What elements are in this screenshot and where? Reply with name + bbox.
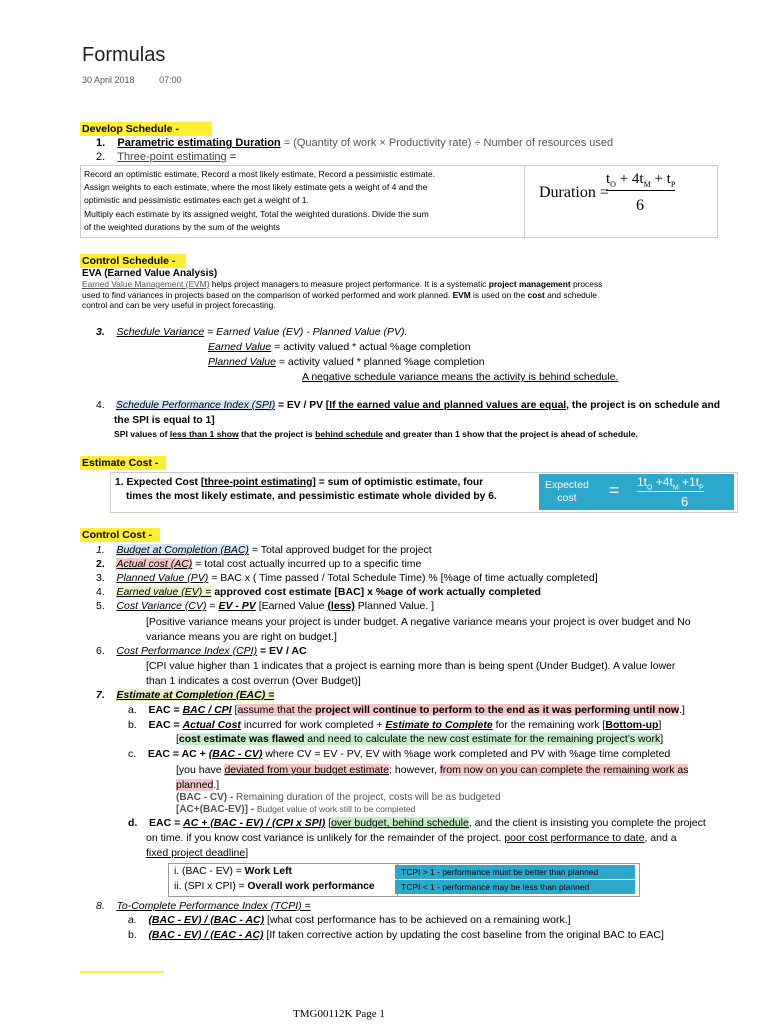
sv-note: A negative schedule variance means the activity is behind schedule. [302, 371, 619, 383]
page-time: 07:00 [159, 75, 182, 85]
earned-value-line: Earned Value = activity valued * actual %age completion [208, 341, 471, 353]
cost-item-pv: 3. Planned Value (PV) = BAC x ( Time passed / Total Schedule Time) % [%age of time actually completed] [96, 572, 598, 584]
cpi-note: [CPI value higher than 1 indicates that a project is earning more than is being spent (Under Budget). A value lower than 1 indicates a cost overrun (Over Budget)] [146, 660, 676, 687]
three-point-label: Three-point estimating [117, 151, 227, 163]
tcpi-greater-badge: TCPI > 1 - performance must be better than planned [395, 865, 635, 879]
schedule-variance-line: 3. Schedule Variance = Earned Value (EV) - Planned Value (PV). [96, 326, 408, 338]
estimate-cost-heading: Estimate Cost - [80, 456, 166, 470]
page-meta [82, 75, 204, 85]
tcpi-heading: 8. To-Complete Performance Index (TCPI) = [96, 900, 311, 912]
duration-formula-denominator: 6 [636, 197, 644, 214]
eac-b: b. EAC = Actual Cost incurred for work completed + Estimate to Complete for the remaining work [Bottom-up] [128, 719, 662, 731]
expected-cost-text: 1. Expected Cost [three-point estimating] = sum of optimistic estimate, four times the most likely estimate, and pessimistic estimate whole divided by 6. [115, 477, 497, 502]
spi-line: 4. Schedule Performance Index (SPI) = EV / PV [If the earned value and planned values are equal, the project is on schedule and [96, 400, 721, 411]
tcpi-b: b. (BAC - EV) / (EAC - AC) [If taken corrective action by updating the cost baseline from the original BAC to EAC] [128, 929, 664, 941]
eva-title: EVA (Earned Value Analysis) [82, 268, 218, 279]
expected-cost-box [110, 472, 738, 513]
eac-c-bac-cv: (BAC - CV) - Remaining duration of the project, costs will be as budgeted [176, 792, 501, 803]
three-point-line: 2. Three-point estimating = [96, 151, 237, 163]
eac-c-note: [you have deviated from your budget estimate; however, from now on you can complete the remaining work as planned.] [176, 764, 689, 791]
tcpi-less-badge: TCPI < 1 - performance may be less than planned [395, 880, 635, 894]
cost-item-ac: 2. Actual cost (AC) = total cost actually incurred up to a specific time [96, 558, 422, 570]
eac-d-note: on time. if you know cost variance is unlikely for the remainder of the project. poor cost performance to date, and a fixed project deadline] [146, 832, 677, 859]
three-point-description: Record an optimistic estimate, Record a most likely estimate, Record a pessimistic estimate. Assign weights to each estimate, where the most likely estimate gets a weight of 4 and the optimistic and pessimistic estimates each get a weight of 1. Multiply each estimate by its assigned weight, Total the weighted durations. Divide the sum of the weighted durations by the sum of the weights [81, 166, 525, 239]
three-point-box [80, 165, 718, 238]
cpi-line: 6. Cost Performance Index (CPI) = EV / AC [96, 645, 307, 657]
cost-variance-line: 5. Cost Variance (CV) = EV - PV [Earned Value (less) Planned Value. ] [96, 600, 435, 612]
eac-c-ac-bac-ev: [AC+(BAC-EV)] - Budget value of work still to be completed [176, 804, 416, 815]
expected-cost-numerator: $1t_O +4t_M +1t_P$ [637, 475, 704, 492]
page-date: 30 April 2018 [82, 75, 135, 85]
develop-schedule-heading: Develop Schedule - [80, 122, 212, 136]
eac-d: d. EAC = AC + (BAC - EV) / (CPI x SPI) [over budget, behind schedule, and the client is insisting you complete the project [128, 817, 706, 829]
cv-note: [Positive variance means your project is under budget. A negative variance means your project is over budget and No variance means you are right on budget.] [146, 616, 691, 643]
eac-c: c. EAC = AC + (BAC - CV) where CV = EV - PV, EV with %age work completed and PV with %age time completed [128, 748, 671, 760]
page-footer: TMG00112K Page 1 [293, 1008, 385, 1020]
control-cost-heading: Control Cost - [80, 528, 160, 542]
parametric-label: Parametric estimating Duration [117, 137, 281, 149]
duration-formula-lhs: Duration = [539, 184, 609, 201]
duration-formula-numerator: $t_O + 4t_M + t_P$ [606, 171, 676, 189]
control-schedule-heading: Control Schedule - [80, 254, 186, 268]
parametric-estimating-line: 1. Parametric estimating Duration = (Quantity of work × Productivity rate) ÷ Number of resources used [96, 137, 614, 149]
cost-item-ev: 4. Earned value (EV) = approved cost estimate [BAC] x %age of work actually completed [96, 586, 541, 598]
tcpi-a: a. (BAC - EV) / (BAC - AC) [what cost performance has to be achieved on a remaining work.] [128, 914, 571, 926]
cost-item-bac: 1. Budget at Completion (BAC) = Total approved budget for the project [96, 544, 432, 556]
spi-line-3: SPI values of less than 1 show that the project is behind schedule and greater than 1 show that the project is ahead of schedule. [114, 429, 638, 439]
eac-b-note: [cost estimate was flawed and need to calculate the new cost estimate for the remaining project’s work] [176, 733, 664, 745]
tcpi-table [168, 863, 640, 897]
eac-a: a. EAC = BAC / CPI [assume that the project will continue to perform to the end as it was performing until now.] [128, 704, 685, 716]
page-title: Formulas [82, 44, 166, 66]
highlight-divider [80, 971, 164, 973]
eva-paragraph: Earned Value Management (EVM) helps project managers to measure project performance. It is a systematic project management process used to find variances in projects based on the comparison of worked performed and work planned. EVM is used on the cost and schedule control and can be very useful in project forecasting. [82, 279, 603, 310]
spi-line-2: the SPI is equal to 1] [114, 415, 215, 426]
expected-cost-badge: Expected cost = $1t_O +4t_M +1t_P$ 6 [539, 474, 734, 510]
eac-heading: 7. Estimate at Completion (EAC) = [96, 689, 275, 701]
planned-value-line: Planned Value = activity valued * planned %age completion [208, 356, 485, 368]
work-left-row: i. (BAC - EV) = Work Left [174, 866, 292, 877]
overall-performance-row: ii. (SPI x CPI) = Overall work performance [174, 881, 375, 892]
